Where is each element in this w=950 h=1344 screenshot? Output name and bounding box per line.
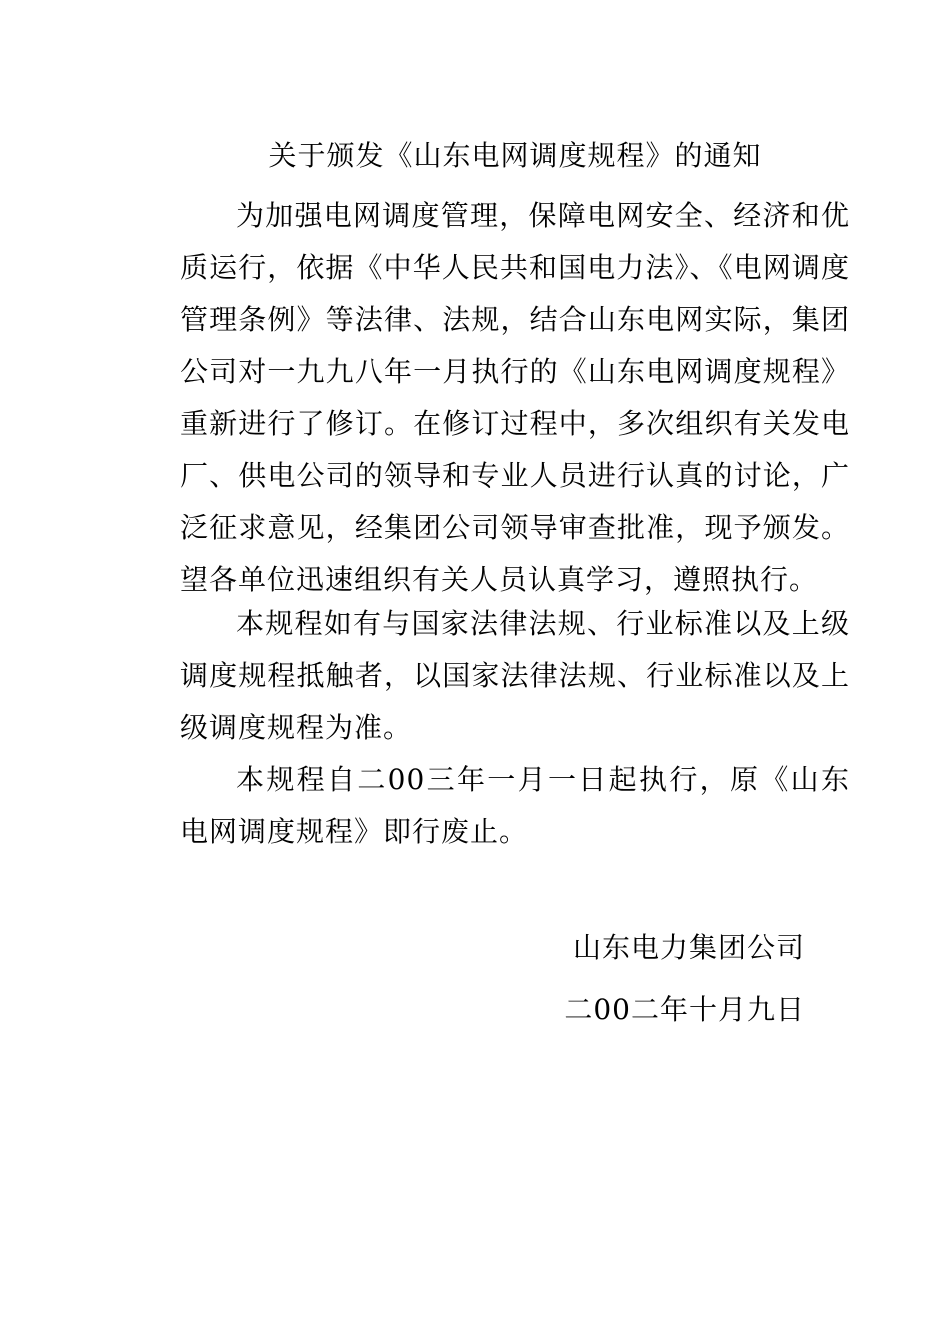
paragraph-2: 本规程如有与国家法律法规、行业标准以及上级调度规程抵触者，以国家法律法规、行业标准以及上级调度规程为准。 [180,607,850,744]
paragraph-1: 为加强电网调度管理，保障电网安全、经济和优质运行，依据《中华人民共和国电力法》、《电网调度管理条例》等法律、法规，结合山东电网实际，集团公司对一九九八年一月执行的《山东电网调度规程》重新进行了修订。在修订过程中，多次组织有关发电厂、供电公司的领导和专业人员进行认真的讨论，广泛征求意见，经集团公司领导审查批准，现予颁发。望各单位迅速组织有关人员认真学习，遵照执行。 [180,199,850,596]
document-title: 关于颁发《山东电网调度规程》的通知 [268,139,762,172]
signature-organization: 山东电力集团公司 [572,931,805,964]
signature-date: 二00二年十月九日 [564,993,805,1026]
paragraph-3: 本规程自二00三年一月一日起执行，原《山东电网调度规程》即行废止。 [180,763,850,848]
